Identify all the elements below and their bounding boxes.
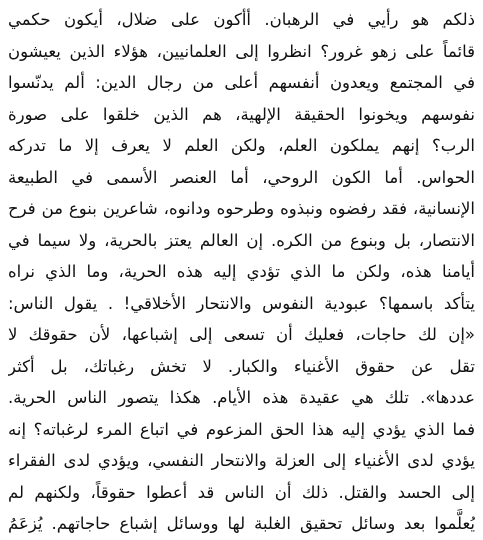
text-line-17: يُعلَّموا بعد وسائل تحقيق الغلبة لها ووسائل إشباع حاجاتهم. يُزعَمُ	[8, 514, 475, 533]
text-line-1: ذلكم هو رأيي في الرهبان. أأكون على ضلال، أيكون حكمي	[8, 10, 475, 29]
text-line-9: أيامنا هذه، ولكن ما الذي تؤدي إليه هذه الحرية، وما الذي نراه	[8, 262, 475, 281]
text-line-15: يؤدي لدى الأغنياء إلى العزلة والانتحار النفسي، ويؤدي لدى الفقراء	[8, 451, 475, 470]
text-line-5: الرب؟ إنهم يملكون العلم، ولكن العلم لا يعرف إلا ما تدركه	[8, 136, 475, 155]
text-line-10: يتأكد باسمها؟ عبودية النفوس والانتحار الأخلاقي! . يقول الناس:	[8, 293, 475, 313]
text-line-14: فما الذي يؤدي إليه هذا الحق المزعوم في اتباع المرء لرغباته؟ إنه	[8, 419, 475, 439]
text-line-11: «إن لك حاجات، فعليك أن تسعى إلى إشباعها، لأن حقوقك لا	[8, 325, 475, 344]
text-line-13: عددها». تلك هي عقيدة هذه الأيام. هكذا يتصور الناس الحرية.	[8, 388, 475, 407]
text-line-8: الانتصار، بل وبنوع من الكره. إن العالم يعتز بالحرية، ولا سيما في	[8, 230, 475, 250]
text-line-6: الحواس. أما الكون الروحي، أما العنصر الأسمى في الطبيعة	[8, 167, 475, 187]
text-line-12: تقل عن حقوق الأغنياء والكبار. لا تخش رغباتك، بل أكثر	[8, 356, 475, 376]
text-line-3: في المجتمع ويعدون أنفسهم أعلى من رجال الدين: ألم يدنّسوا	[8, 73, 475, 92]
text-line-7: الإنسانية، فقد رفضوه ونبذوه وطرحوه ودانوه، شاعرين بنوع من فرح	[8, 199, 475, 218]
text-line-4: نفوسهم ويخونوا الحقيقة الإلهية، هم الذين خلقوا على صورة	[8, 104, 475, 124]
text-line-16: إلى الحسد والقتل. ذلك أن الناس قد أعطوا حقوقاً، ولكنهم لم	[8, 482, 475, 502]
body-text	[8, 4, 475, 540]
text-line-2: قائماً على زهو غرور؟ انظروا إلى العلمانيين، هؤلاء الذين يعيشون	[8, 41, 475, 61]
